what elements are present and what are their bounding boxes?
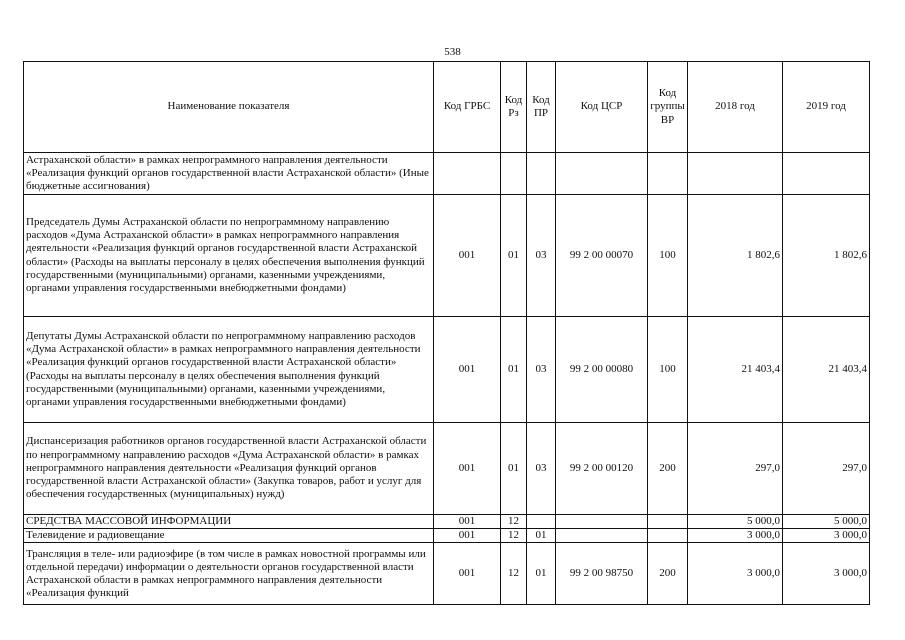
row-rz: 01 <box>501 423 527 515</box>
row-2019: 5 000,0 <box>783 515 870 529</box>
row-2018: 5 000,0 <box>688 515 783 529</box>
row-pr: 01 <box>527 543 556 605</box>
page-number: 538 <box>444 46 461 58</box>
row-2018: 3 000,0 <box>688 529 783 543</box>
row-csr: 99 2 00 00080 <box>556 317 648 423</box>
row-rz: 01 <box>501 195 527 317</box>
row-2018: 1 802,6 <box>688 195 783 317</box>
table-row <box>24 529 870 543</box>
row-grbs: 001 <box>434 423 501 515</box>
row-vr: 200 <box>648 423 688 515</box>
row-vr: 100 <box>648 317 688 423</box>
row-pr <box>527 515 556 529</box>
row-grbs: 001 <box>434 195 501 317</box>
row-name: Трансляция в теле- или радиоэфире (в том числе в рамках новостной программы или отдельной передачи) информации о деятельности органов государственной власти Астраханской области в рамках непрограммного направления деятельности «Реализация функций <box>24 543 434 605</box>
row-name: Диспансеризация работников органов государственной власти Астраханской области по непрограммному направлению расходов «Дума Астраханской области» в рамках непрограммного направления деятельности «Реализация функций органов государственной власти Астраханской области» (Закупка товаров, работ и услуг для обеспечения государственных (муниципальных) нужд) <box>24 423 434 515</box>
header-grbs: Код ГРБС <box>434 62 501 153</box>
row-2018: 21 403,4 <box>688 317 783 423</box>
row-grbs: 001 <box>434 515 501 529</box>
row-2019: 1 802,6 <box>783 195 870 317</box>
row-rz: 12 <box>501 515 527 529</box>
row-name: Телевидение и радиовещание <box>24 529 434 543</box>
row-2018: 297,0 <box>688 423 783 515</box>
table-row <box>24 543 870 605</box>
row-rz <box>501 153 527 195</box>
row-2019: 3 000,0 <box>783 543 870 605</box>
row-grbs <box>434 153 501 195</box>
row-2019: 21 403,4 <box>783 317 870 423</box>
row-vr: 200 <box>648 543 688 605</box>
header-rz: Код Рз <box>501 62 527 153</box>
header-vr: Код группы ВР <box>648 62 688 153</box>
row-2019 <box>783 153 870 195</box>
row-pr <box>527 153 556 195</box>
row-vr <box>648 529 688 543</box>
row-name: СРЕДСТВА МАССОВОЙ ИНФОРМАЦИИ <box>24 515 434 529</box>
table-row <box>24 423 870 515</box>
row-grbs: 001 <box>434 317 501 423</box>
row-name: Астраханской области» в рамках непрограммного направления деятельности «Реализация функций органов государственной власти Астраханской области» (Иные бюджетные ассигнования) <box>24 153 434 195</box>
table-header-row <box>24 62 870 153</box>
row-csr <box>556 529 648 543</box>
row-rz: 01 <box>501 317 527 423</box>
row-grbs: 001 <box>434 543 501 605</box>
row-csr: 99 2 00 00120 <box>556 423 648 515</box>
row-pr: 01 <box>527 529 556 543</box>
table-row <box>24 195 870 317</box>
row-name: Депутаты Думы Астраханской области по непрограммному направлению расходов «Дума Астраханской области» в рамках непрограммного направления деятельности «Реализация функций органов государственной власти Астраханской области» (Расходы на выплаты персоналу в целях обеспечения выполнения функций государственными (муниципальными) органами, казенными учреждениями, органами управления государственными внебюджетными фондами) <box>24 317 434 423</box>
header-pr: Код ПР <box>527 62 556 153</box>
row-vr: 100 <box>648 195 688 317</box>
row-csr: 99 2 00 98750 <box>556 543 648 605</box>
header-2018: 2018 год <box>688 62 783 153</box>
header-2019: 2019 год <box>783 62 870 153</box>
row-2018: 3 000,0 <box>688 543 783 605</box>
row-2019: 297,0 <box>783 423 870 515</box>
row-name: Председатель Думы Астраханской области по непрограммному направлению расходов «Дума Астраханской области» в рамках непрограммного направления деятельности «Реализация функций органов государственной власти Астраханской области» (Расходы на выплаты персоналу в целях обеспечения выполнения функций государственными (муниципальными) органами, казенными учреждениями, органами управления государственными внебюджетными фондами) <box>24 195 434 317</box>
row-2019: 3 000,0 <box>783 529 870 543</box>
table-row <box>24 317 870 423</box>
header-csr: Код ЦСР <box>556 62 648 153</box>
row-2018 <box>688 153 783 195</box>
row-rz: 12 <box>501 529 527 543</box>
row-vr <box>648 153 688 195</box>
table-row <box>24 153 870 195</box>
row-csr <box>556 153 648 195</box>
header-name: Наименование показателя <box>24 62 434 153</box>
row-pr: 03 <box>527 317 556 423</box>
table-row <box>24 515 870 529</box>
row-rz: 12 <box>501 543 527 605</box>
row-vr <box>648 515 688 529</box>
budget-table <box>23 61 870 605</box>
row-pr: 03 <box>527 423 556 515</box>
row-csr: 99 2 00 00070 <box>556 195 648 317</box>
row-grbs: 001 <box>434 529 501 543</box>
row-pr: 03 <box>527 195 556 317</box>
row-csr <box>556 515 648 529</box>
